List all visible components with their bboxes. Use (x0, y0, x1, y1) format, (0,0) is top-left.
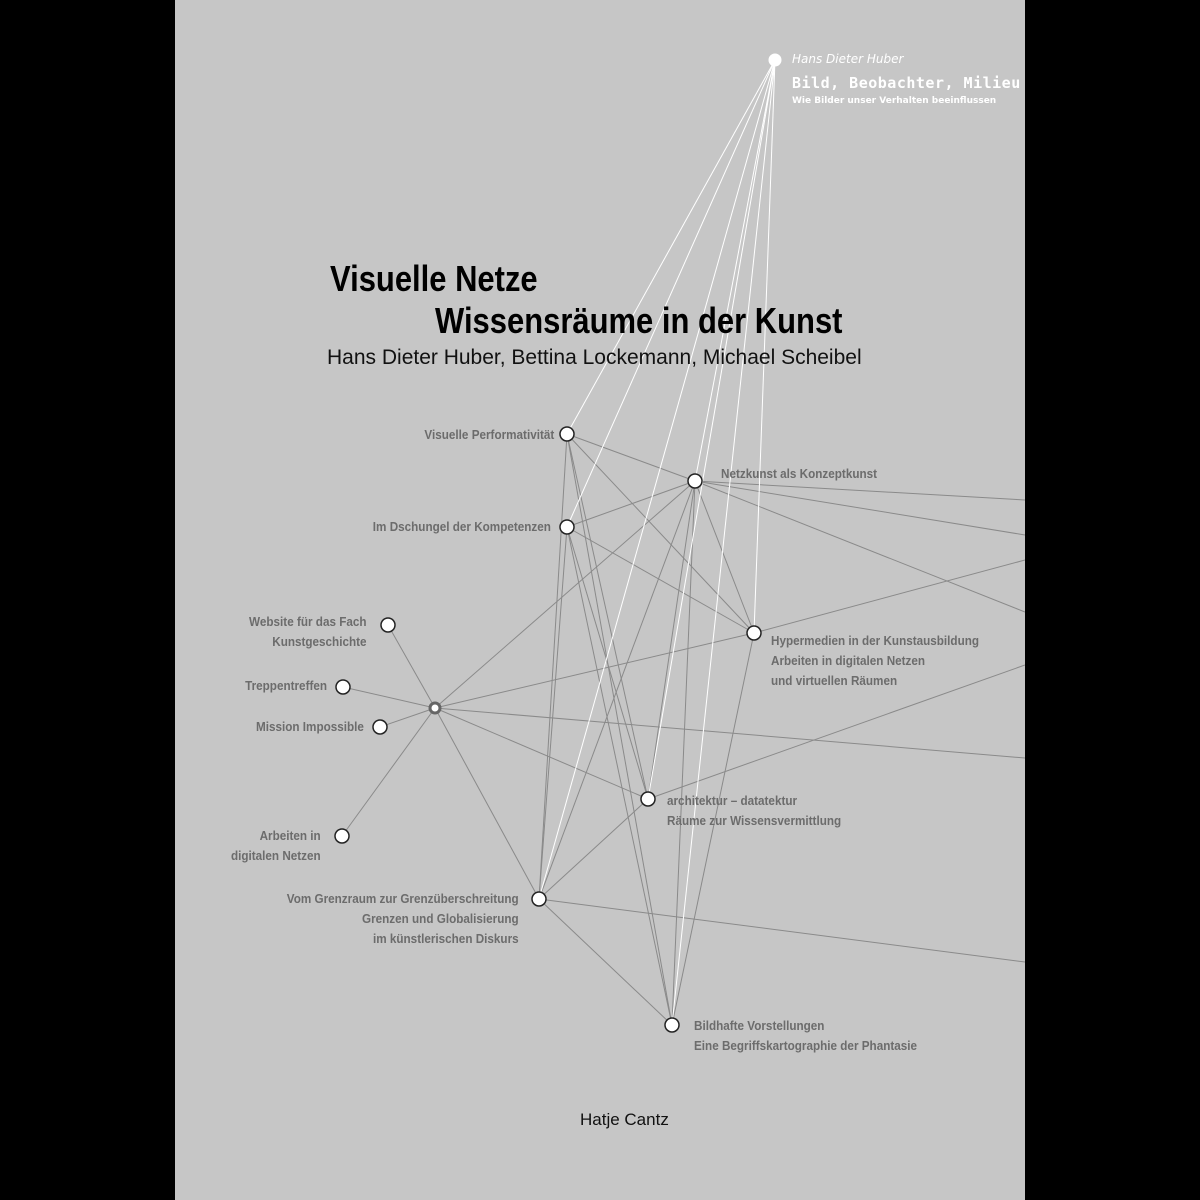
book-cover (175, 0, 1025, 1200)
highlight-edge (695, 60, 775, 481)
network-edge (567, 434, 695, 481)
highlight-edge (567, 60, 775, 527)
highlight-edge (672, 60, 775, 1025)
label-dschungel: Im Dschungel der Kompetenzen (372, 519, 551, 534)
authors: Hans Dieter Huber, Bettina Lockemann, Michael Scheibel (327, 346, 862, 369)
title-line-1: Visuelle Netze (330, 258, 538, 299)
label-website: Website für das Fach Kunstgeschichte (249, 614, 367, 649)
node-bildhafte (665, 1018, 679, 1032)
network-edge (539, 434, 567, 899)
network-edge (567, 481, 695, 527)
network-edge (567, 527, 648, 799)
network-edge (695, 481, 754, 633)
network-edge (539, 481, 695, 899)
network-edge (388, 625, 435, 708)
node-website (381, 618, 395, 632)
node-visuelle-performativitaet (560, 427, 574, 441)
label-bildhafte: Bildhafte Vorstellungen Eine Begriffskartographie der Phantasie (694, 1018, 918, 1053)
network-edge (435, 481, 695, 708)
label-treppentreffen: Treppentreffen (245, 678, 327, 693)
series-title: Bild, Beobachter, Milieu (792, 74, 1021, 92)
label-mission: Mission Impossible (256, 719, 364, 734)
network-edge (380, 708, 435, 727)
node-treppentreffen (336, 680, 350, 694)
network-edge (539, 527, 567, 899)
label-grenzraum: Vom Grenzraum zur Grenzüberschreitung Grenzen und Globalisierung im künstlerischen Diskurs (287, 891, 519, 946)
publisher: Hatje Cantz (580, 1110, 669, 1129)
hub-node (430, 703, 440, 713)
highlight-edge (648, 60, 775, 799)
node-dschungel (560, 520, 574, 534)
network-edge (567, 527, 754, 633)
network-edge (435, 708, 1025, 758)
series-author: Hans Dieter Huber (792, 52, 904, 66)
label-netzkunst: Netzkunst als Konzeptkunst (721, 466, 878, 481)
network-edge (435, 633, 754, 708)
network-edge (567, 527, 672, 1025)
network-edge (343, 687, 435, 708)
network-edge (539, 799, 648, 899)
network-edge (567, 434, 648, 799)
network-edge (539, 899, 672, 1025)
label-visuelle-performativitaet: Visuelle Performativität (424, 427, 554, 442)
label-arbeiten: Arbeiten in digitalen Netzen (231, 828, 321, 863)
node-architektur (641, 792, 655, 806)
network-edge (695, 481, 1025, 535)
highlight-edge (567, 60, 775, 434)
network-edge (435, 708, 539, 899)
network-edge (567, 434, 672, 1025)
label-architektur: architektur – datatektur Räume zur Wissensvermittlung (667, 793, 842, 828)
network-edge (754, 560, 1025, 633)
node-hypermedien (747, 626, 761, 640)
network-edge (672, 481, 695, 1025)
node-arbeiten (335, 829, 349, 843)
node-netzkunst (688, 474, 702, 488)
series-node (770, 55, 780, 65)
network-edge (435, 708, 648, 799)
node-grenzraum (532, 892, 546, 906)
label-hypermedien: Hypermedien in der Kunstausbildung Arbeiten in digitalen Netzen und virtuellen Räumen (771, 633, 980, 688)
series-subtitle: Wie Bilder unser Verhalten beeinflussen (792, 96, 997, 106)
title-line-2: Wissensräume in der Kunst (435, 300, 843, 341)
network-edge (695, 481, 1025, 612)
network-edge (539, 899, 1025, 962)
node-mission (373, 720, 387, 734)
